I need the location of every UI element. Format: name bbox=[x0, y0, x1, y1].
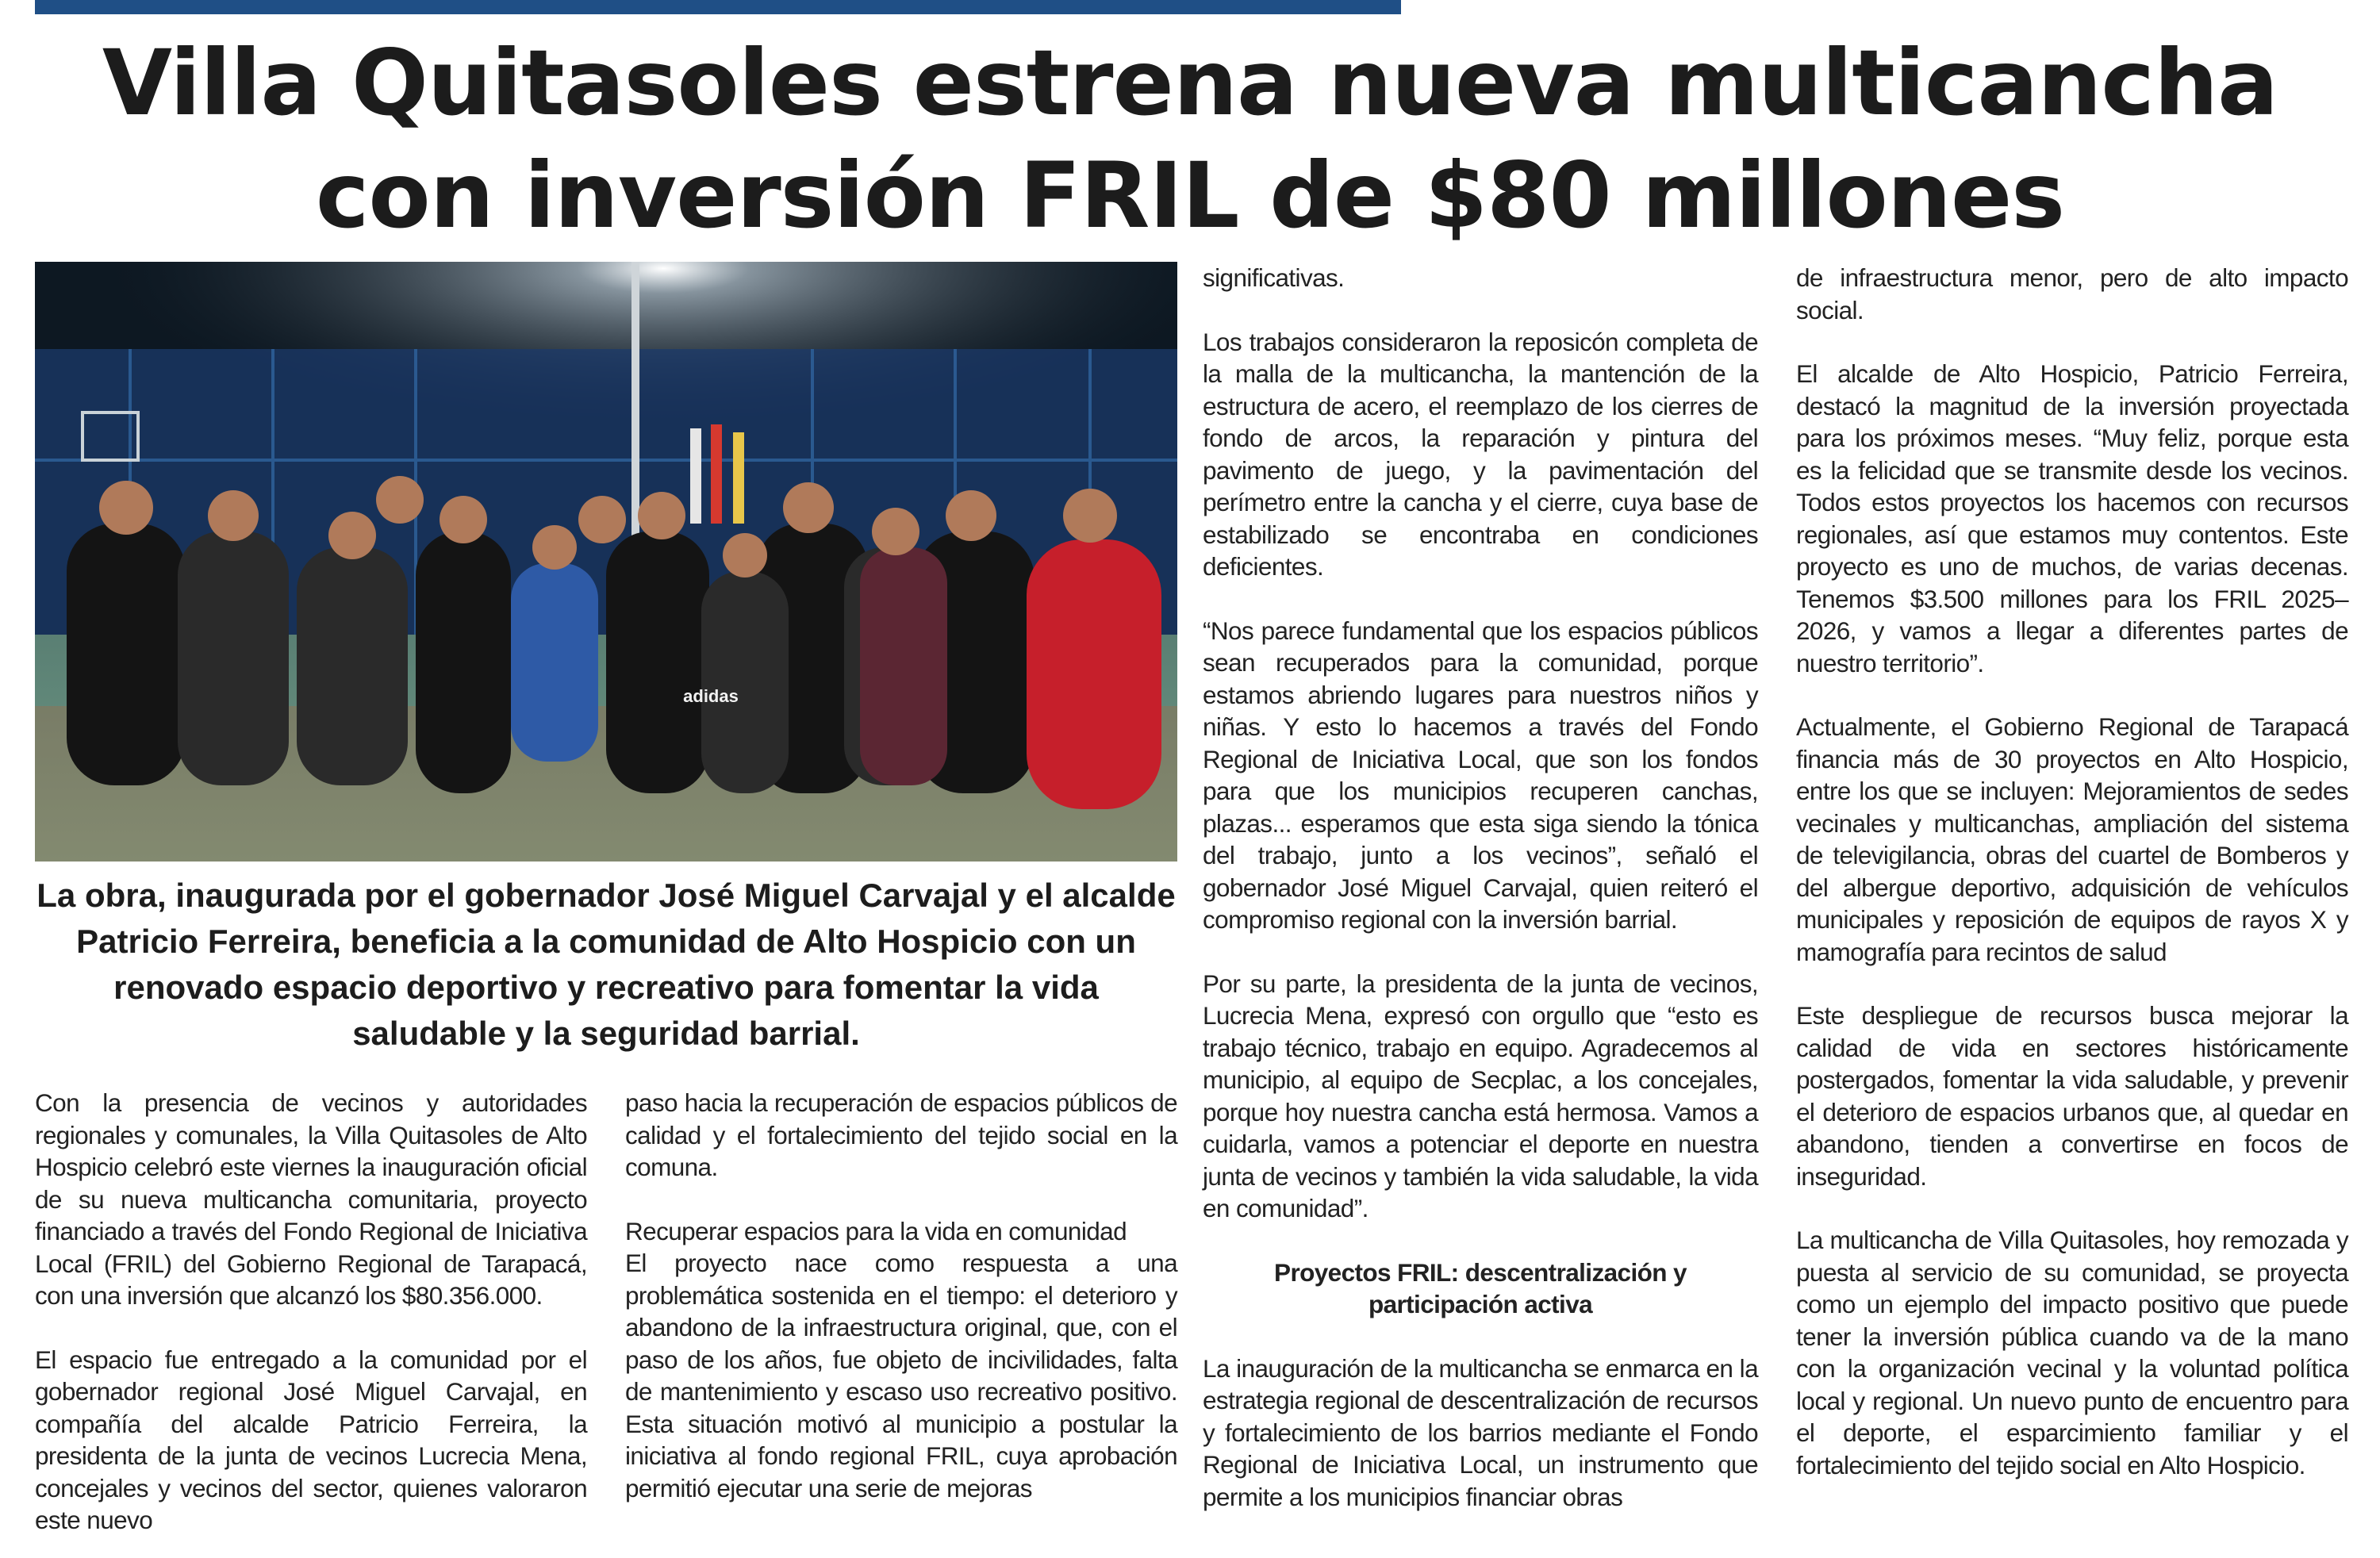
paragraph: Los trabajos consideraron la reposicón completa de la malla de la multicancha, la mantención de la estructura de acero, el reemplazo de los cierres de fondo de arcos, la reparación y pintura del pavimento de juego, y la pavimentación del perímetro entre la cancha y el cierre, cuya base de estabilizado se encontraba en condiciones deficientes. bbox=[1203, 327, 1758, 581]
paragraph: La inauguración de la multicancha se enmarca en la estrategia regional de descentralización de recursos y fortalecimiento de los barrios mediante el Fondo Regional de Iniciativa Local, un instrumento que permite a los municipios financiar obras bbox=[1203, 1353, 1758, 1511]
quote-paragraph: “Nos parece fundamental que los espacios públicos sean recuperados para la comunidad, porque estamos abriendo lugares para nuestros niños y niñas. Y esto lo hacemos a través del Fondo Regional de Iniciativa Local, que son los fondos para que los municipios recuperen canchas, plazas... esperamos que esta siga siendo la tónica del trabajo, junto a los vecinos”, señaló el gobernador José Miguel Carvajal, quien reiteró el compromiso regional con la inversión barrial. bbox=[1203, 616, 1758, 934]
flags bbox=[690, 424, 744, 524]
paragraph: paso hacia la recuperación de espacios públicos de calidad y el fortalecimiento del tejido social en la comuna. bbox=[625, 1088, 1177, 1181]
paragraph: significativas. bbox=[1203, 263, 1345, 292]
group-photo-illustration bbox=[35, 262, 1177, 862]
shirt-logo-text: adidas bbox=[683, 686, 739, 706]
quote-paragraph: El alcalde de Alto Hospicio, Patricio Ferreira, destacó la magnitud de la inversión proyectada para los próximos meses. “Muy feliz, porque esta es la felicidad que se transmite desde los vecinos. Todos estos proyectos los hacemos con recursos regionales, así que estamos muy contentos. Este proyecto es uno de muchos, de varias decenas. Tenemos $3.500 millones para los FRIL 2025–2026, y vamos a llegar a diferentes partes de nuestro territorio”. bbox=[1796, 359, 2348, 677]
article-column-4 bbox=[1796, 262, 2348, 1481]
paragraph: Este despliegue de recursos busca mejorar la calidad de vida en sectores históricamente postergados, fomentar la vida saludable, y prevenir el deterioro de espacios urbanos que, al quedar en abandono, tienden a convertirse en focos de inseguridad. bbox=[1796, 1001, 2348, 1191]
section-subhead: Proyectos FRIL: descentralización y participación activa bbox=[1274, 1257, 1687, 1318]
news-photo bbox=[35, 262, 1177, 862]
paragraph: La multicancha de Villa Quitasoles, hoy remozada y puesta al servicio de su comunidad, se proyecta como un ejemplo del impacto positivo que puede tener la inversión pública cuando va de la mano con la organización vecinal y la voluntad política local y regional. Un nuevo punto de encuentro para el deporte, el esparcimiento familiar y el fortalecimiento del tejido social en Alto Hospicio. bbox=[1796, 1226, 2348, 1479]
article-deck: La obra, inaugurada por el gobernador José Miguel Carvajal y el alcalde Patricio Ferreira, beneficia a la comunidad de Alto Hospicio con un renovado espacio deportivo y recreativo para fomentar la vida saludable y la seguridad barrial. bbox=[36, 877, 1176, 1052]
paragraph: El proyecto nace como respuesta a una problemática sostenida en el tiempo: el deterioro y abandono de la infraestructura original, que, con el paso de los años, fue objeto de incivilidades, falta de mantenimiento y escaso uso recreativo positivo. Esta situación motivó al municipio a postular la iniciativa al fondo regional FRIL, cuya aprobación permitió ejecutar una serie de mejoras bbox=[625, 1249, 1177, 1502]
article-column-1 bbox=[35, 1087, 587, 1537]
header-color-bar bbox=[35, 0, 1401, 14]
article-column-2 bbox=[625, 1087, 1177, 1504]
section-subhead: Recuperar espacios para la vida en comunidad bbox=[625, 1216, 1127, 1245]
headline: Villa Quitasoles estrena nueva multicancha con inversión FRIL de $80 millones bbox=[102, 30, 2278, 248]
paragraph: El espacio fue entregado a la comunidad por el gobernador regional José Miguel Carvajal, en compañía del alcalde Patricio Ferreira, la presidenta de la junta de vecinos Lucrecia Mena, concejales y vecinos del sector, quienes valoraron este nuevo bbox=[35, 1345, 587, 1534]
quote-paragraph: Por su parte, la presidenta de la junta de vecinos, Lucrecia Mena, expresó con orgullo que “esto es trabajo técnico, trabajo en equipo. Agradecemos al municipio, al equipo de Secplac, a los concejales, porque hoy nuestra cancha está hermosa. Vamos a cuidarla, vamos a potenciar el deporte en nuestra junta de vecinos y también la vida saludable, la vida en comunidad”. bbox=[1203, 969, 1758, 1222]
article-column-3 bbox=[1203, 262, 1758, 1513]
paragraph: de infraestructura menor, pero de alto impacto social. bbox=[1796, 263, 2348, 324]
paragraph: Con la presencia de vecinos y autoridades regionales y comunales, la Villa Quitasoles de Alto Hospicio celebró este viernes la inauguración oficial de su nueva multicancha comunitaria, proyecto financiado a través del Fondo Regional de Iniciativa Local (FRIL) del Gobierno Regional de Tarapacá, con una inversión que alcanzó los $80.356.000. bbox=[35, 1088, 587, 1310]
paragraph: Actualmente, el Gobierno Regional de Tarapacá financia más de 30 proyectos en Alto Hospicio, entre los que se incluyen: Mejoramientos de sedes vecinales y multicanchas, ampliación del sistema de televigilancia, obras del cuartel de Bomberos y del albergue deportivo, adquisición de vehículos municipales y reposición de equipos de rayos X y mamografía para recintos de salud bbox=[1796, 712, 2348, 966]
